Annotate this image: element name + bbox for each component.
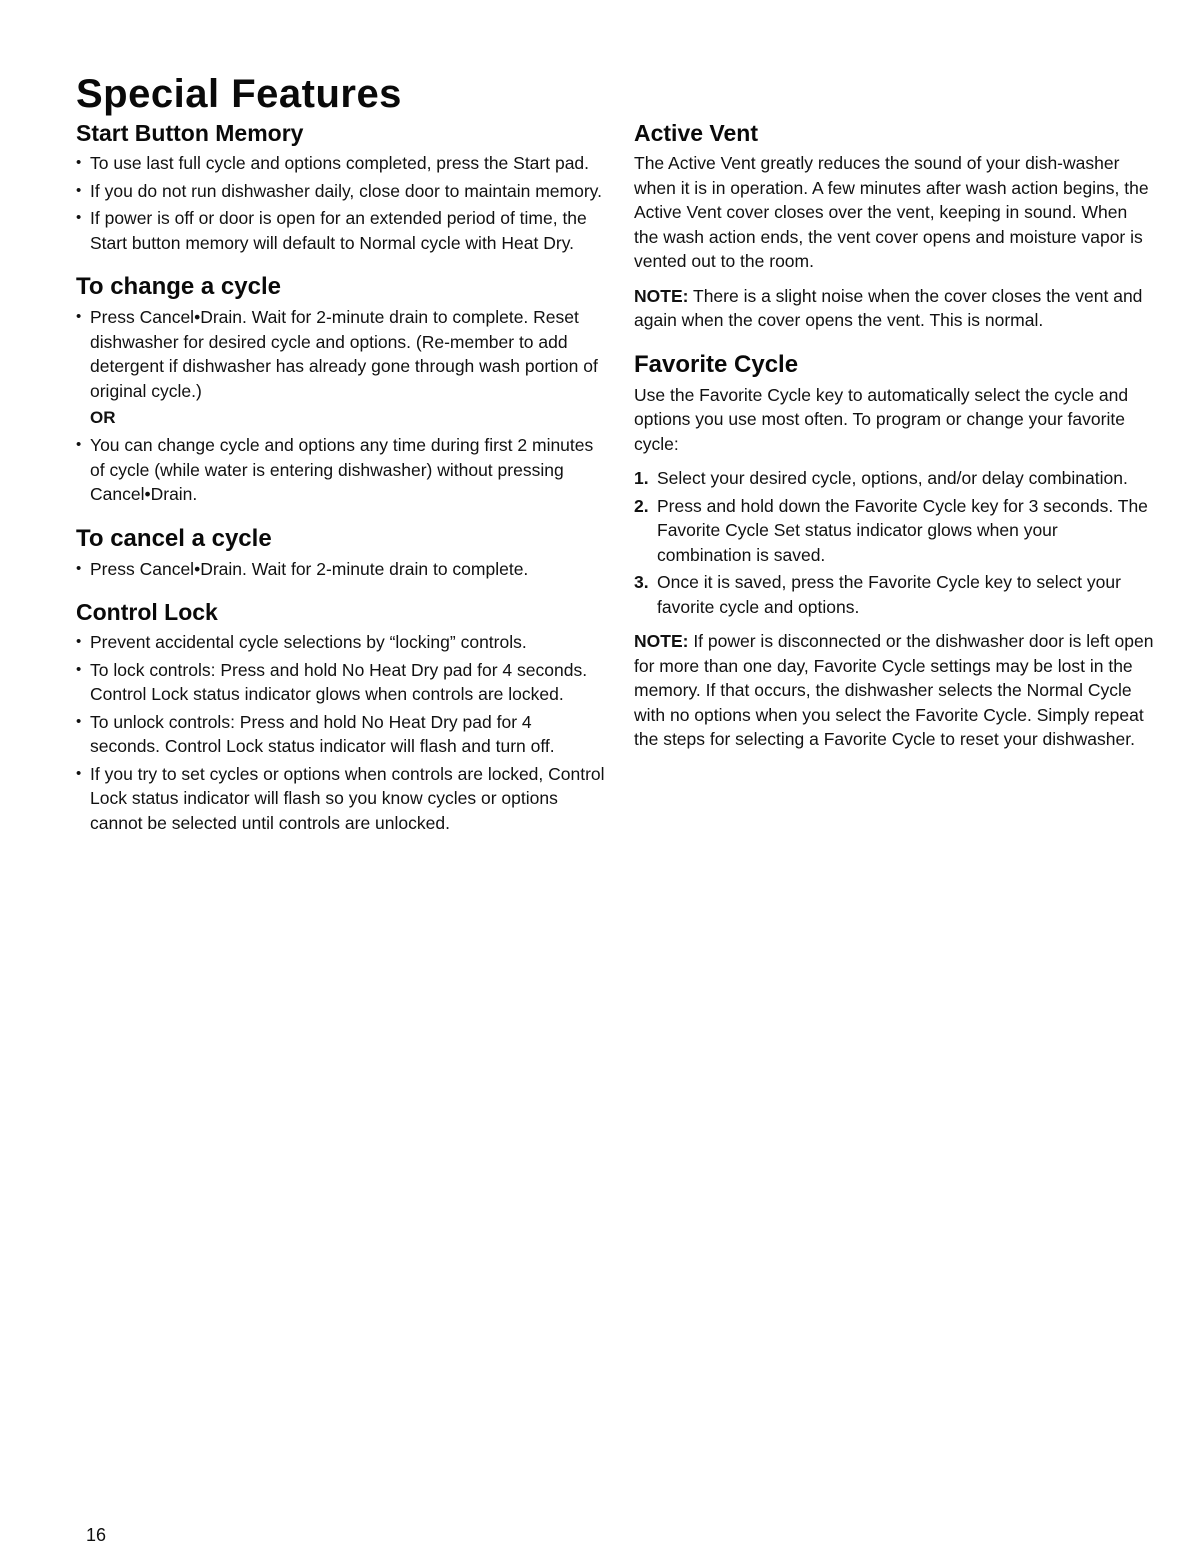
list-item-text: If you do not run dishwasher daily, close door to maintain memory. (90, 180, 602, 201)
start-button-memory-section (76, 120, 606, 255)
start-button-memory-heading: Start Button Memory (76, 120, 304, 146)
list-item (76, 305, 606, 403)
list-item-text: Prevent accidental cycle selections by “locking” controls. (90, 632, 527, 652)
change-cycle-heading: To change a cycle (76, 273, 281, 300)
active-vent-paragraph: The Active Vent greatly reduces the sound of your dish-washer when it is in operation. A few minutes after wash action begins, the Active Vent cover closes over the vent, keeping in sound. When the wash action ends, the vent cover opens and moisture vapor is vented out to the room. (634, 153, 1149, 271)
active-vent-section (634, 120, 1154, 333)
favorite-cycle-steps (634, 466, 1154, 619)
change-cycle-list (76, 305, 606, 403)
list-item (76, 433, 606, 507)
change-cycle-section (76, 273, 606, 507)
step-text: Once it is saved, press the Favorite Cycle key to select your favorite cycle and options. (657, 572, 1121, 617)
control-lock-list (76, 630, 606, 835)
bullet-icon: • (76, 559, 82, 577)
bullet-icon: • (76, 209, 82, 226)
list-item-text: To unlock controls: Press and hold No Heat Dry pad for 4 seconds. Control Lock status indicator will flash and turn off. (90, 711, 555, 756)
list-item (76, 762, 606, 836)
list-item-text: To lock controls: Press and hold No Heat Dry pad for 4 seconds. Control Lock status indicator glows when controls are locked. (90, 659, 588, 704)
bullet-icon: • (76, 660, 82, 678)
list-item (76, 710, 606, 759)
list-item (76, 151, 606, 176)
list-item-text: To use last full cycle and options completed, press the Start pad. (90, 153, 590, 173)
control-lock-heading: Control Lock (76, 599, 218, 625)
list-item-text: You can change cycle and options any time during first 2 minutes of cycle (while water is entering dishwasher) without pressing Cancel•Drain. (90, 435, 594, 504)
list-item (76, 630, 606, 655)
step-text: Press and hold down the Favorite Cycle key for 3 seconds. The Favorite Cycle Set status indicator glows when your combination is saved. (657, 495, 1148, 565)
list-item-text: Press Cancel•Drain. Wait for 2-minute drain to complete. Reset dishwasher for desired cycle and options. (Re-member to add detergent if dishwasher has already gone through wash portion of original cycle.) (90, 307, 598, 401)
bullet-icon: • (76, 712, 82, 730)
favorite-cycle-section (634, 351, 1154, 752)
start-button-memory-list (76, 151, 606, 255)
note-label: NOTE: (634, 285, 689, 306)
step-number: 1. (634, 468, 649, 488)
favorite-cycle-heading: Favorite Cycle (634, 350, 799, 378)
right-column (634, 120, 1154, 766)
step-item (634, 570, 1154, 619)
list-item (76, 557, 606, 582)
step-number: 3. (634, 572, 649, 592)
favorite-cycle-intro: Use the Favorite Cycle key to automatically select the cycle and options you use most often. To program or change your favorite cycle: (634, 384, 1129, 454)
list-item-text: Press Cancel•Drain. Wait for 2-minute drain to complete. (90, 558, 529, 579)
active-vent-heading: Active Vent (634, 120, 758, 146)
list-item (76, 179, 606, 204)
step-text: Select your desired cycle, options, and/or delay combination. (657, 468, 1128, 488)
list-item-text: If you try to set cycles or options when controls are locked, Control Lock status indicator will flash so you know cycles or options cannot be selected until controls are unlocked. (90, 763, 605, 833)
bullet-icon: • (76, 308, 82, 325)
bullet-icon: • (76, 633, 82, 650)
active-vent-note (634, 284, 1154, 333)
bullet-icon: • (76, 181, 82, 199)
control-lock-section (76, 599, 606, 835)
or-separator: OR (90, 408, 116, 427)
cancel-cycle-list (76, 557, 606, 582)
bullet-icon: • (76, 764, 82, 782)
note-text: If power is disconnected or the dishwasher door is left open for more than one day, Favorite Cycle settings may be lost in the memory. If that occurs, the dishwasher selects the Normal Cycle with no options when you select the Favorite Cycle. Simply repeat the steps for selecting a Favorite Cycle to reset your dishwasher. (634, 631, 1154, 749)
cancel-cycle-section (76, 525, 606, 582)
favorite-cycle-note (634, 629, 1154, 752)
bullet-icon: • (76, 154, 82, 171)
change-cycle-list-2 (76, 433, 606, 507)
page-title: Special Features (76, 72, 402, 116)
bullet-icon: • (76, 436, 82, 453)
cancel-cycle-heading: To cancel a cycle (76, 524, 272, 552)
page-number: 16 (86, 1525, 107, 1545)
note-text: There is a slight noise when the cover closes the vent and again when the cover opens the vent. This is normal. (634, 285, 1143, 330)
note-label: NOTE: (634, 631, 689, 651)
step-item (634, 466, 1154, 491)
list-item-text: If power is off or door is open for an extended period of time, the Start button memory will default to Normal cycle with Heat Dry. (90, 208, 587, 253)
step-number: 2. (634, 495, 649, 516)
list-item (76, 206, 606, 255)
list-item (76, 658, 606, 707)
left-column (76, 120, 606, 849)
step-item (634, 494, 1154, 568)
